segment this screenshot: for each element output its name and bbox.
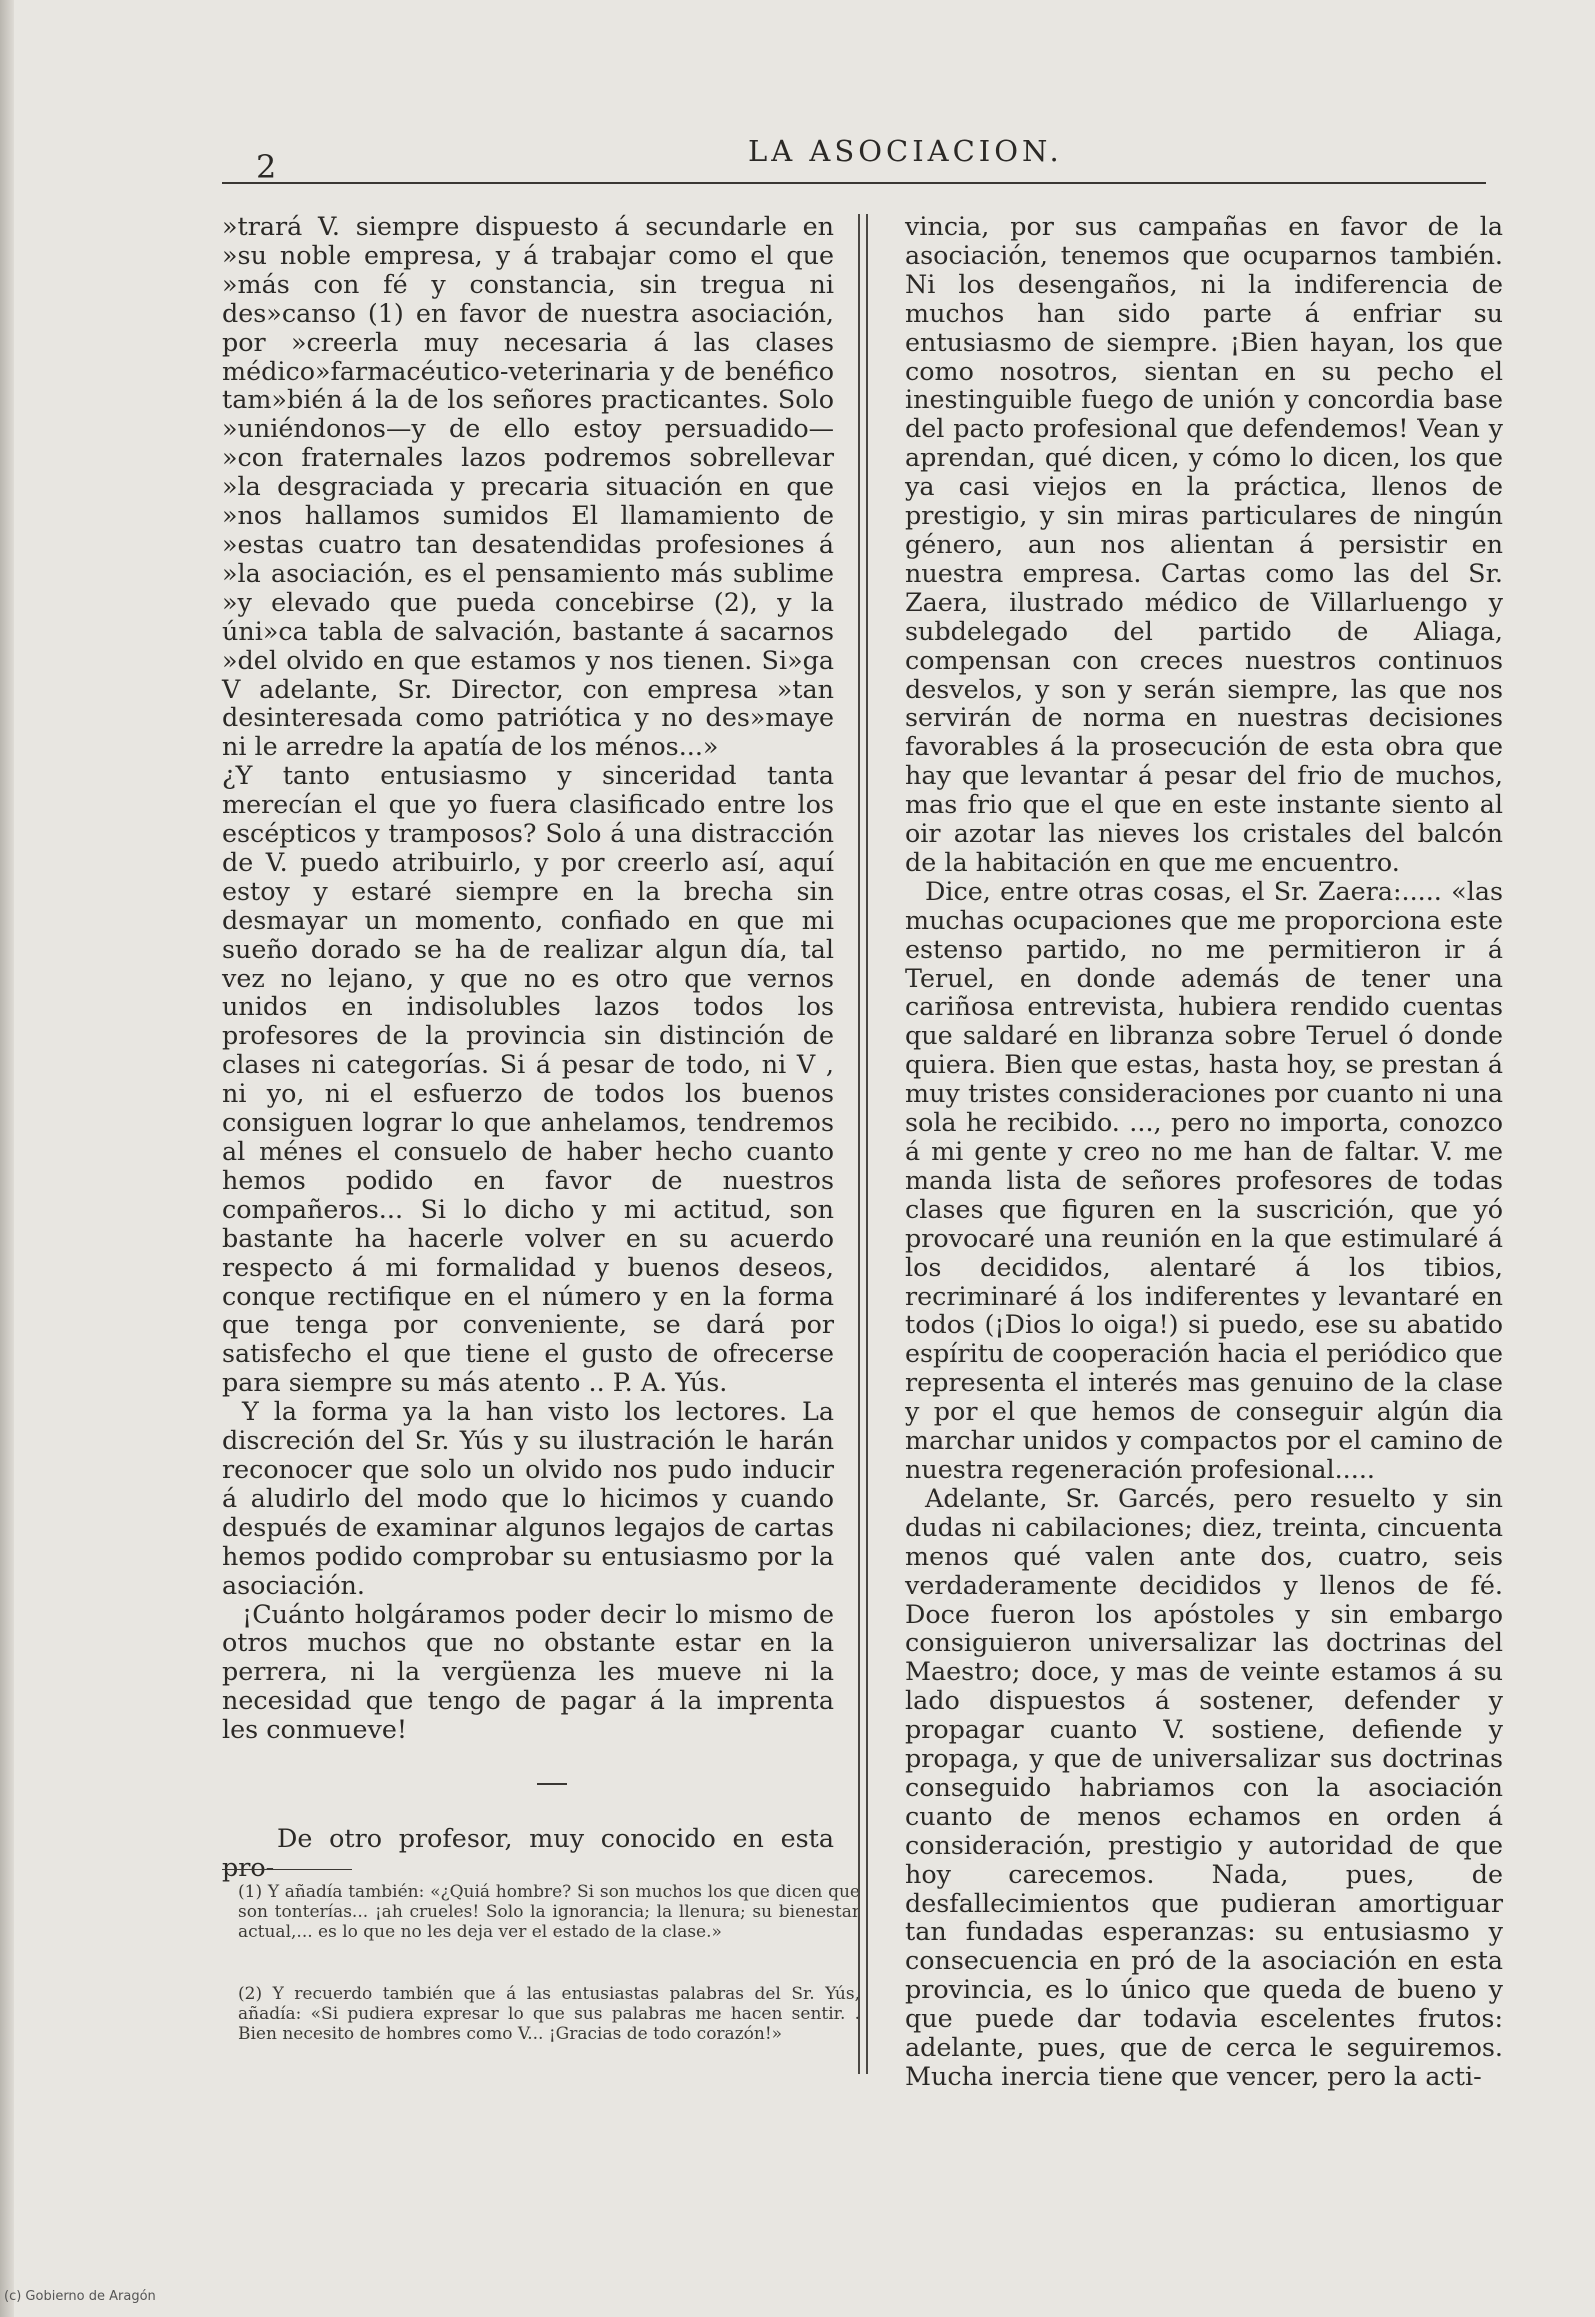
paragraph: Dice, entre otras cosas, el Sr. Zaera:..... «las muchas ocupaciones que me proporciona este estenso partido, no me permitieron ir á Teruel, en donde además de tener una cariñosa entrevista, hubiera rendido cuentas que saldaré en libranza sobre Teruel ó donde quiera. Bien que estas, hasta hoy, se prestan á muy tristes consideraciones por cuanto ni una sola he recibido. ..., pero no importa, conozco á mi gente y creo no me han de faltar. V. me manda lista de señores profesores de todas clases que figuren en la suscrición, que yó provocaré una reunión en la que estimularé á los decididos, alentaré á los tibios, recriminaré á los indiferentes y levantaré en todos (¡Dios lo oiga!) si puedo, ese su abatido espíritu de cooperación hacia el periódico que representa el interés mas genuino de la clase y por el que hemos de conseguir algún dia marchar unidos y compactos por el camino de nuestra regeneración profesional.....: [905, 875, 1503, 1484]
right-column: [905, 212, 1503, 2091]
column-divider: [858, 214, 868, 2074]
left-column: [222, 212, 834, 1744]
footnote-2: (2) Y recuerdo también que á las entusiastas palabras del Sr. Yús, añadía: «Si pudiera expresar lo que sus palabras me hacen sentir. . Bien necesito de hombres como V... ¡Gracias de todo corazón!»: [238, 1984, 860, 2044]
paragraph: ¿Y tanto entusiasmo y sinceridad tanta merecían el que yo fuera clasificado entre los escépticos y tramposos? Solo á una distracción de V. puedo atribuirlo, y por creerlo así, aquí estoy y estaré siempre en la brecha sin desmayar un momento, confiado en que mi sueño dorado se ha de realizar algun día, tal vez no lejano, y que no es otro que vernos unidos en indisolubles lazos todos los profesores de la provincia sin distinción de clases ni categorías. Si á pesar de todo, ni V , ni yo, ni el esfuerzo de todos los buenos consiguen lograr lo que anhelamos, tendremos al ménes el consuelo de haber hecho cuanto hemos podido en favor de nuestros compañeros... Si lo dicho y mi actitud, son bastante ha hacerle volver en su acuerdo respecto á mi formalidad y buenos deseos, conque rectifique en el número y en la forma que tenga por conveniente, se dará por satisfecho el que tiene el gusto de ofrecerse para siempre su más atento .. P. A. Yús.: [222, 760, 834, 1398]
paragraph: »trará V. siempre dispuesto á secundarle en »su noble empresa, y á trabajar como el que »más con fé y constancia, sin tregua ni des»canso (1) en favor de nuestra asociación, por »creerla muy necesaria á las clases médico»farmacéutico-veterinaria y de benéfico tam»bién á la de los señores practicantes. Solo »uniéndonos—y de ello estoy persuadido— »con fraternales lazos podremos sobrellevar »la desgraciada y precaria situación en que »nos hallamos sumidos El llamamiento de »estas cuatro tan desatendidas profesiones á »la asociación, es el pensamiento más sublime »y elevado que pueda concebirse (2), y la úni»ca tabla de salvación, bastante á sacarnos »del olvido en que estamos y nos tienen. Si»ga V adelante, Sr. Director, con empresa »tan desinteresada como patriótica y no des»maye ni le arredre la apatía de los ménos...»: [222, 211, 834, 762]
paragraph: vincia, por sus campañas en favor de la asociación, tenemos que ocuparnos también. Ni los desengaños, ni la indiferencia de muchos han sido parte á enfriar su entusiasmo de siempre. ¡Bien hayan, los que como nosotros, sientan en su pecho el inestinguible fuego de unión y concordia base del pacto profesional que defendemos! Vean y aprendan, qué dicen, y cómo lo dicen, los que ya casi viejos en la práctica, llenos de prestigio, y sin miras particulares de ningún género, aun nos alientan á persistir en nuestra empresa. Cartas como las del Sr. Zaera, ilustrado médico de Villarluengo y subdelegado del partido de Aliaga, compensan con creces nuestros continuos desvelos, y son y serán siempre, las que nos servirán de norma en nuestras decisiones favorables á la prosecución de esta obra que hay que levantar á pesar del frio de muchos, mas frio que el que en este instante siento al oir azotar las nieves los cristales del balcón de la habitación en que me encuentro.: [905, 211, 1503, 877]
header-rule: [222, 182, 1486, 184]
section-dash: [537, 1783, 567, 1785]
page-number: 2: [256, 148, 277, 186]
paragraph: Adelante, Sr. Garcés, pero resuelto y sin dudas ni cabilaciones; diez, treinta, cincuenta menos qué valen ante dos, cuatro, seis verdaderamente decididos y llenos de fé. Doce fueron los apóstoles y sin embargo consiguieron universalizar las doctrinas del Maestro; doce, y mas de veinte estamos á su lado dispuestos á sostener, defender y propagar cuanto V. sostiene, defiende y propaga, y que de universalizar sus doctrinas conseguido habriamos con la asociación cuanto de menos echamos en orden á consideración, prestigio y autoridad de que hoy carecemos. Nada, pues, de desfallecimientos que pudieran amortiguar tan fundadas esperanzas: su entusiasmo y consecuencia en pró de la asociación en esta provincia, es lo único que queda de bueno y que puede dar todavia escelentes frutos: adelante, pues, que de cerca le seguiremos. Mucha inercia tiene que vencer, pero la acti-: [905, 1482, 1503, 2091]
copyright-credit: (c) Gobierno de Aragón: [4, 2289, 156, 2304]
footnote-rule: [222, 1869, 352, 1870]
paragraph: ¡Cuánto holgáramos poder decir lo mismo de otros muchos que no obstante estar en la perrera, ni la vergüenza les mueve ni la necesidad que tengo de pagar á la imprenta les conmueve!: [222, 1598, 834, 1745]
paragraph: Y la forma ya la han visto los lectores. La discreción del Sr. Yús y su ilustración le harán reconocer que solo un olvido nos pudo inducir á aludirlo del modo que lo hicimos y cuando después de examinar algunos legajos de cartas hemos podido comprobar su entusiasmo por la asociación.: [222, 1396, 834, 1600]
binding-edge: [0, 0, 14, 2317]
page-title: LA ASOCIACION.: [748, 134, 1063, 168]
footnote-1: (1) Y añadía también: «¿Quiá hombre? Si son muchos los que dicen que son tonterías... ¡ah crueles! Solo la ignorancia; la llenura; su bienestar actual,... es lo que no les deja ver el estado de la clase.»: [238, 1882, 860, 1942]
lead-paragraph: De otro profesor, muy conocido en esta pro-: [222, 1823, 834, 1882]
